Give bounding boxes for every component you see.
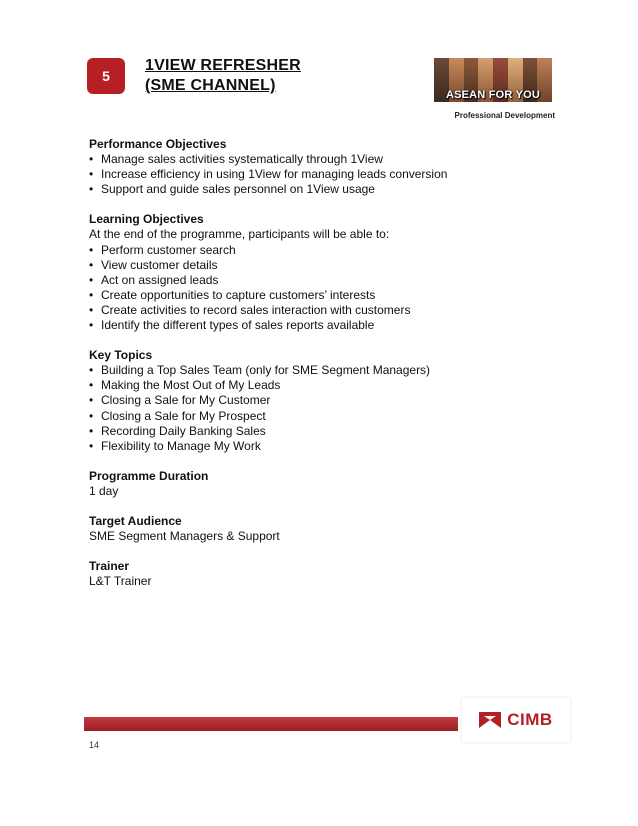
key-topics-list — [89, 363, 559, 454]
list-item: • Create activities to record sales interaction with customers — [89, 303, 559, 318]
section-heading: Trainer — [89, 559, 130, 574]
list-item: • Support and guide sales personnel on 1View usage — [89, 182, 559, 197]
asean-banner-image — [434, 58, 552, 102]
trainer-section — [89, 559, 559, 589]
list-item: • Create opportunities to capture customers’ interests — [89, 288, 559, 303]
section-heading: Target Audience — [89, 513, 182, 528]
performance-objectives-list — [89, 152, 559, 197]
banner-caption: ASEAN FOR YOU — [445, 89, 541, 101]
learning-objectives-section — [89, 212, 559, 333]
cimb-logo — [462, 698, 570, 742]
list-item: • Identify the different types of sales reports available — [89, 318, 559, 333]
list-item: • Making the Most Out of My Leads — [89, 378, 559, 393]
list-item: • Closing a Sale for My Customer — [89, 393, 559, 408]
list-item: • Closing a Sale for My Prospect — [89, 409, 559, 424]
learning-objectives-list — [89, 243, 559, 334]
page-number: 14 — [89, 740, 100, 750]
section-number-badge: 5 — [87, 58, 125, 94]
performance-objectives-section — [89, 137, 559, 197]
page-title — [145, 56, 301, 96]
section-heading: Performance Objectives — [89, 137, 227, 151]
section-label: Professional Development — [454, 111, 555, 120]
list-item: • Act on assigned leads — [89, 273, 559, 288]
page-title-line-2: (SME CHANNEL) — [145, 77, 276, 94]
list-item: • Recording Daily Banking Sales — [89, 424, 559, 439]
section-heading: Learning Objectives — [89, 212, 204, 227]
list-item: • Increase efficiency in using 1View for managing leads conversion — [89, 167, 559, 182]
programme-duration-value: 1 day — [89, 483, 119, 498]
target-audience-value: SME Segment Managers & Support — [89, 529, 280, 544]
list-item: • Building a Top Sales Team (only for SME Segment Managers) — [89, 363, 559, 378]
key-topics-section — [89, 348, 559, 454]
target-audience-section — [89, 514, 559, 544]
section-heading: Programme Duration — [89, 468, 209, 483]
trainer-value: L&T Trainer — [89, 574, 152, 589]
list-item: • Manage sales activities systematically through 1View — [89, 152, 559, 167]
footer-bar — [84, 717, 458, 731]
section-intro: At the end of the programme, participants will be able to: — [89, 227, 390, 242]
main-content — [89, 137, 559, 604]
page-title-line-1: 1VIEW REFRESHER — [145, 57, 301, 74]
list-item: • Perform customer search — [89, 243, 559, 258]
cimb-logo-mark-icon — [479, 712, 501, 728]
list-item: • Flexibility to Manage My Work — [89, 439, 559, 454]
cimb-logo-text: CIMB — [507, 710, 553, 729]
programme-duration-section — [89, 469, 559, 499]
list-item: • View customer details — [89, 258, 559, 273]
section-heading: Key Topics — [89, 348, 153, 363]
